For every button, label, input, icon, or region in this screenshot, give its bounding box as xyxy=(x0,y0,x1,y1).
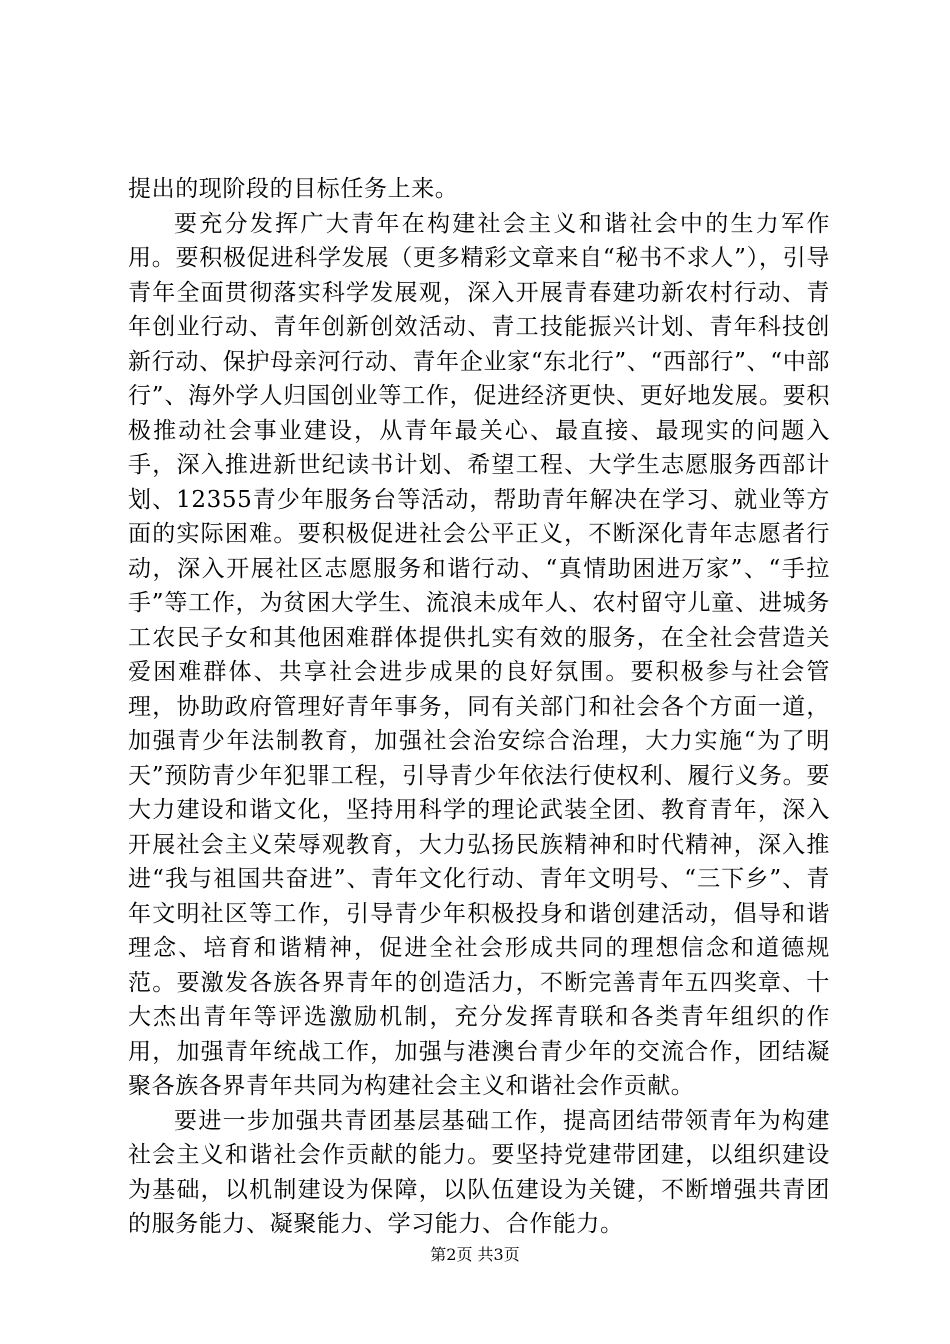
paragraph-2: 要充分发挥广大青年在构建社会主义和谐社会中的生力军作用。要积极促进科学发展（更多精彩文章来自“秘书不求人”），引导青年全面贯彻落实科学发展观，深入开展青春建功新农村行动、青年创业行动、青年创新创效活动、青工技能振兴计划、青年科技创新行动、保护母亲河行动、青年企业家“东北行”、“西部行”、“中部行”、海外学人归国创业等工作，促进经济更快、更好地发展。要积极推动社会事业建设，从青年最关心、最直接、最现实的问题入手，深入推进新世纪读书计划、希望工程、大学生志愿服务西部计划、12355青少年服务台等活动，帮助青年解决在学习、就业等方面的实际困难。要积极促进社会公平正义，不断深化青年志愿者行动，深入开展社区志愿服务和谐行动、“真情助困进万家”、“手拉手”等工作，为贫困大学生、流浪未成年人、农村留守儿童、进城务工农民子女和其他困难群体提供扎实有效的服务，在全社会营造关爱困难群体、共享社会进步成果的良好氛围。要积极参与社会管理，协助政府管理好青年事务，同有关部门和社会各个方面一道，加强青少年法制教育，加强社会治安综合治理，大力实施“为了明天”预防青少年犯罪工程，引导青少年依法行使权利、履行义务。要大力建设和谐文化，坚持用科学的理论武装全团、教育青年，深入开展社会主义荣辱观教育，大力弘扬民族精神和时代精神，深入推进“我与祖国共奋进”、青年文化行动、青年文明号、“三下乡”、青年文明社区等工作，引导青少年积极投身和谐创建活动，倡导和谐理念、培育和谐精神，促进全社会形成共同的理想信念和道德规范。要激发各族各界青年的创造活力，不断完善青年五四奖章、十大杰出青年等评选激励机制，充分发挥青联和各类青年组织的作用，加强青年统战工作，加强与港澳台青少年的交流合作，团结凝聚各族各界青年共同为构建社会主义和谐社会作贡献。 xyxy=(128,210,830,1099)
page-footer: 第2页 共3页 xyxy=(430,1245,520,1264)
paragraph-3: 要进一步加强共青团基层基础工作，提高团结带领青年为构建社会主义和谐社会作贡献的能力。要坚持党建带团建，以组织建设为基础，以机制建设为保障，以队伍建设为关键，不断增强共青团的服务能力、凝聚能力、学习能力、合作能力。 xyxy=(128,1107,830,1237)
document-body xyxy=(128,172,830,1242)
paragraph-1: 提出的现阶段的目标任务上来。 xyxy=(128,176,459,202)
